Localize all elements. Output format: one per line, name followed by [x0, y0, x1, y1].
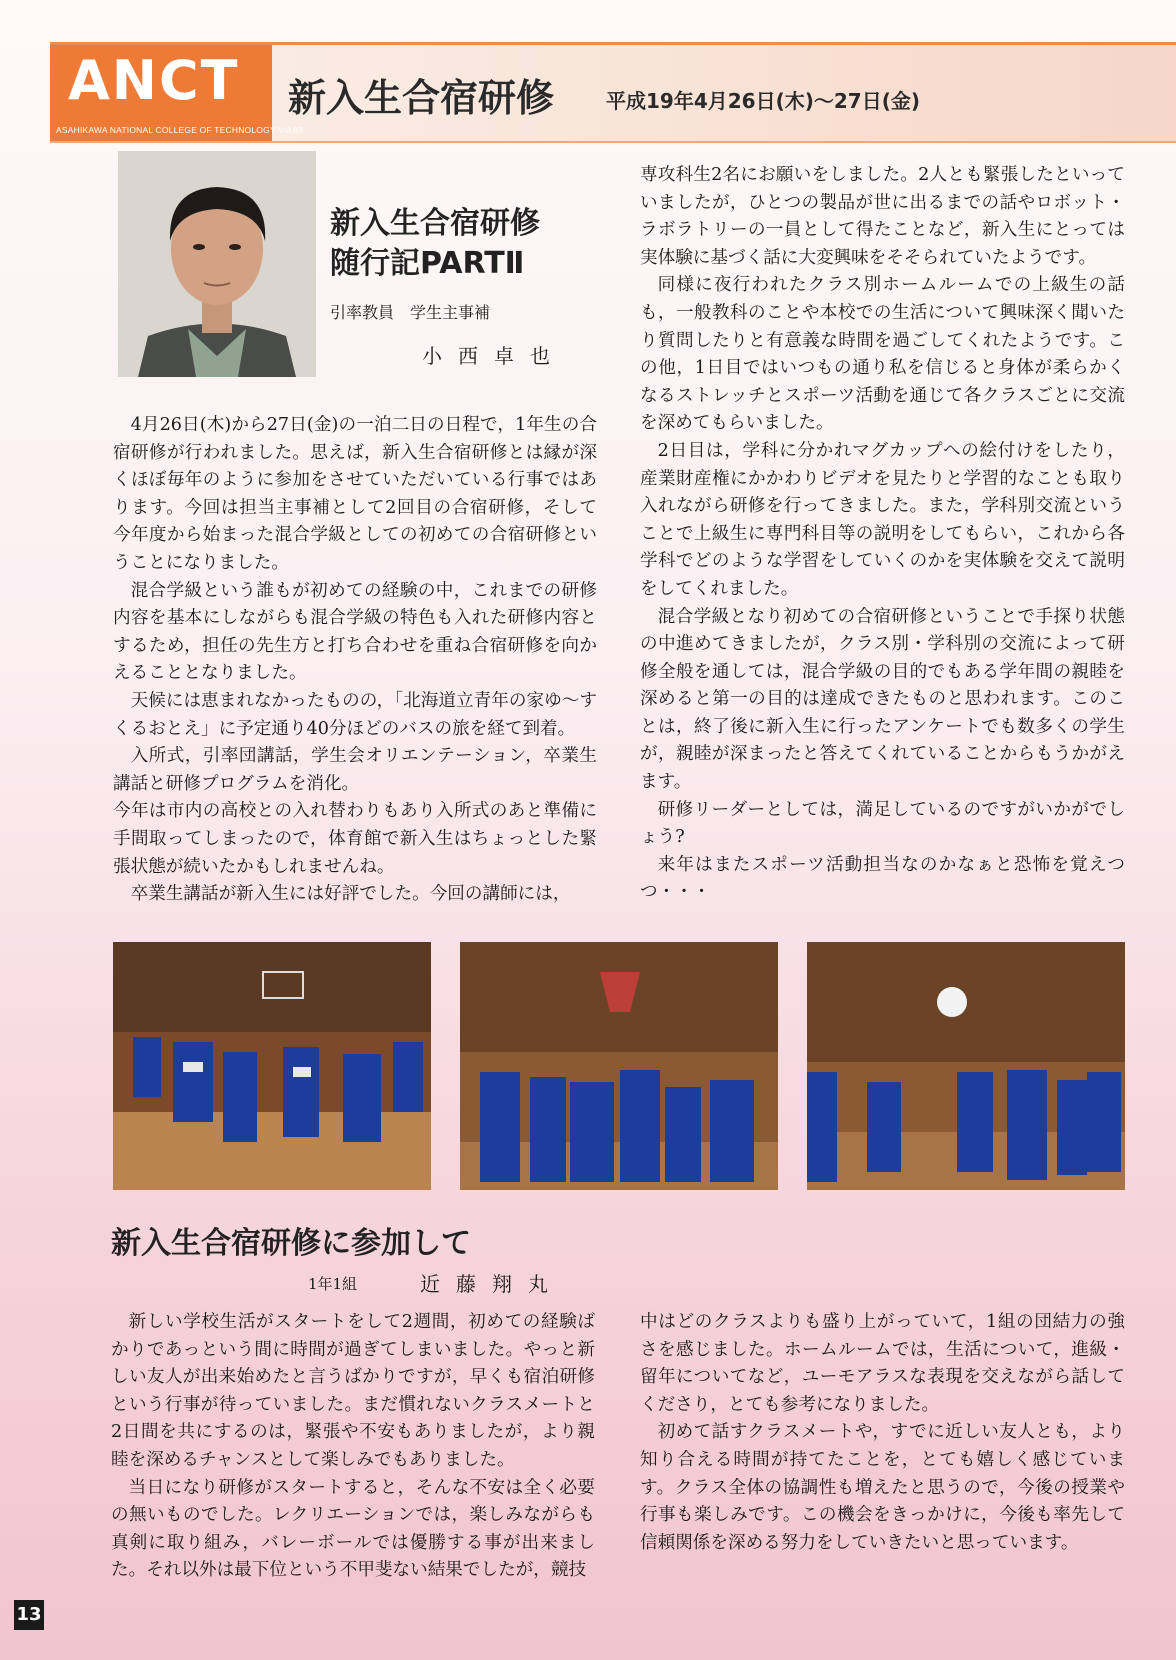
paragraph: 2日目は，学科に分かれマグカップへの絵付けをしたり，産業財産権にかかわりビデオを見たりと学習的なことも取り入れながら研修を行ってきました。また，学科別交流ということで上級生に専門科目等の説明をしてもらい，これから各学科でどのような学習をしていくのかを実体験を交えて説明をしてくれました。: [640, 440, 1125, 599]
article-title-line2: 随行記PARTⅡ: [330, 246, 525, 281]
paragraph: 同様に夜行われたクラス別ホームルームでの上級生の話も，一般教科のことや本校での生活について興味深く聞いたり質問したりと有意義な時間を過ごしてくれたようです。この他，1日目ではいつもの通り私を信じると身体が柔らかくなるストレッチとスポーツ活動を通じて各クラスごとに交流を深めてもらいました。: [640, 275, 1125, 434]
paragraph: 来年はまたスポーツ活動担当なのかなぁと恐怖を覚えつつ・・・: [640, 854, 1125, 903]
article1-column2: [640, 162, 1125, 907]
paragraph: 初めて話すクラスメートや，すでに近しい友人とも，より知り合える時間が持てたことを，とても嬉しく感じています。クラス全体の協調性も増えたと思うので，今後の授業や行事も楽しみです。この機会をきっかけに，今後も率先して信頼関係を深める努力をしていきたいと思っています。: [640, 1422, 1125, 1553]
author-role: 引率教員 学生主事補: [330, 303, 491, 322]
header-date: 平成19年4月26日(木)～27日(金): [606, 89, 920, 113]
paragraph: 研修リーダーとしては，満足しているのですがいかがでしょう?: [640, 799, 1125, 848]
paragraph: 卒業生講話が新入生には好評でした。今回の講師には，: [130, 884, 571, 905]
page-header: [50, 42, 1176, 143]
page-number: 13: [14, 1600, 44, 1630]
paragraph: 混合学級という誰もが初めての経験の中，これまでの研修内容を基本にしながらも混合学級の特色も入れた研修内容とするため，担任の先生方と打ち合わせを重ね合宿研修を向かえることとなりました。: [113, 580, 597, 684]
paragraph: 入所式，引率団講話，学生会オリエンテーション，卒業生講話と研修プログラムを消化。: [113, 746, 597, 794]
paragraph: 4月26日(木)から27日(金)の一泊二日の日程で，1年生の合宿研修が行われました。思えば，新入生合宿研修とは縁が深くほぼ毎年のように参加をさせていただいている行事ではあります。今回は担当主事補として2回目の合宿研修，そして今年度から始まった混合学級としての初めての合宿研修ということになりました。: [113, 415, 597, 573]
paragraph: 天候には恵まれなかったものの，「北海道立青年の家ゆ～すくるおとえ」に予定通り40分ほどのバスの旅を経て到着。: [113, 690, 597, 739]
paragraph: 今年は市内の高校との入れ替わりもあり入所式のあと準備に手間取ってしまったので，体育館で新入生はちょっとした緊張状態が続いたかもしれませんね。: [113, 801, 597, 877]
paragraph: 新しい学校生活がスタートをして2週間，初めての経験ばかりであっという間に時間が過ぎてしまいました。やっと新しい友人が出来始めたと言うばかりですが，早くも宿泊研修という行事が待っていました。まだ慣れないクラスメートと2日間を共にするのは，緊張や不安もありましたが，より親睦を深めるチャンスとして楽しみでもありました。: [111, 1312, 595, 1470]
article1-column1: [113, 412, 597, 909]
paragraph: 専攻科生2名にお願いをしました。2人とも緊張したといっていましたが，ひとつの製品が世に出るまでの話やロボット・ラボラトリーの一員として得たことなど，新入生にとっては実体験に基づく話に大変興味をそそられていたようです。: [640, 165, 1125, 268]
logo-text: ANCT: [68, 49, 240, 112]
article2-column1: [111, 1309, 595, 1585]
article-title-line1: 新入生合宿研修: [330, 206, 540, 241]
tug-of-war-photo: [113, 942, 431, 1190]
article-title: [330, 204, 540, 284]
anct-logo: [50, 45, 304, 141]
paragraph: 混合学級となり初めての合宿研修ということで手探り状態の中進めてきましたが，クラス別・学科別の交流によって研修全般を通しては，混合学級の目的でもある学年間の親睦を深めると第一の目的は達成できたものと思われます。このことは，終了後に新入生に行ったアンケートでも数多くの学生が，親睦が深まったと答えてくれていることからもうかがえます。: [640, 606, 1125, 793]
student-class-label: 1年1組: [308, 1275, 358, 1293]
logo-subtitle: ASAHIKAWA NATIONAL COLLEGE OF TECHNOLOGY Vol.93: [56, 125, 304, 135]
teacher-portrait-photo: [118, 151, 316, 377]
paragraph: 当日になり研修がスタートすると，そんな不安は全く必要の無いものでした。レクリエーションでは，楽しみながらも真剣に取り組み，バレーボールでは優勝する事が出来ました。それ以外は最下位という不甲斐ない結果でしたが，競技: [111, 1477, 595, 1581]
article2-title: 新入生合宿研修に参加して: [111, 1226, 471, 1261]
student-author-name: 近藤翔丸: [420, 1272, 564, 1296]
paragraph: 中はどのクラスよりも盛り上がっていて，1組の団結力の強さを感じました。ホームルームでは，生活について，進級・留年についてなど，ユーモアラスな表現を交えながら話してくださり，とても参考になりました。: [640, 1312, 1125, 1415]
author-name: 小西卓也: [422, 344, 566, 368]
gym-activity-photo: [460, 942, 778, 1190]
article2-column2: [640, 1309, 1125, 1557]
volleyball-photo: [807, 942, 1125, 1190]
header-title: 新入生合宿研修: [288, 76, 555, 120]
